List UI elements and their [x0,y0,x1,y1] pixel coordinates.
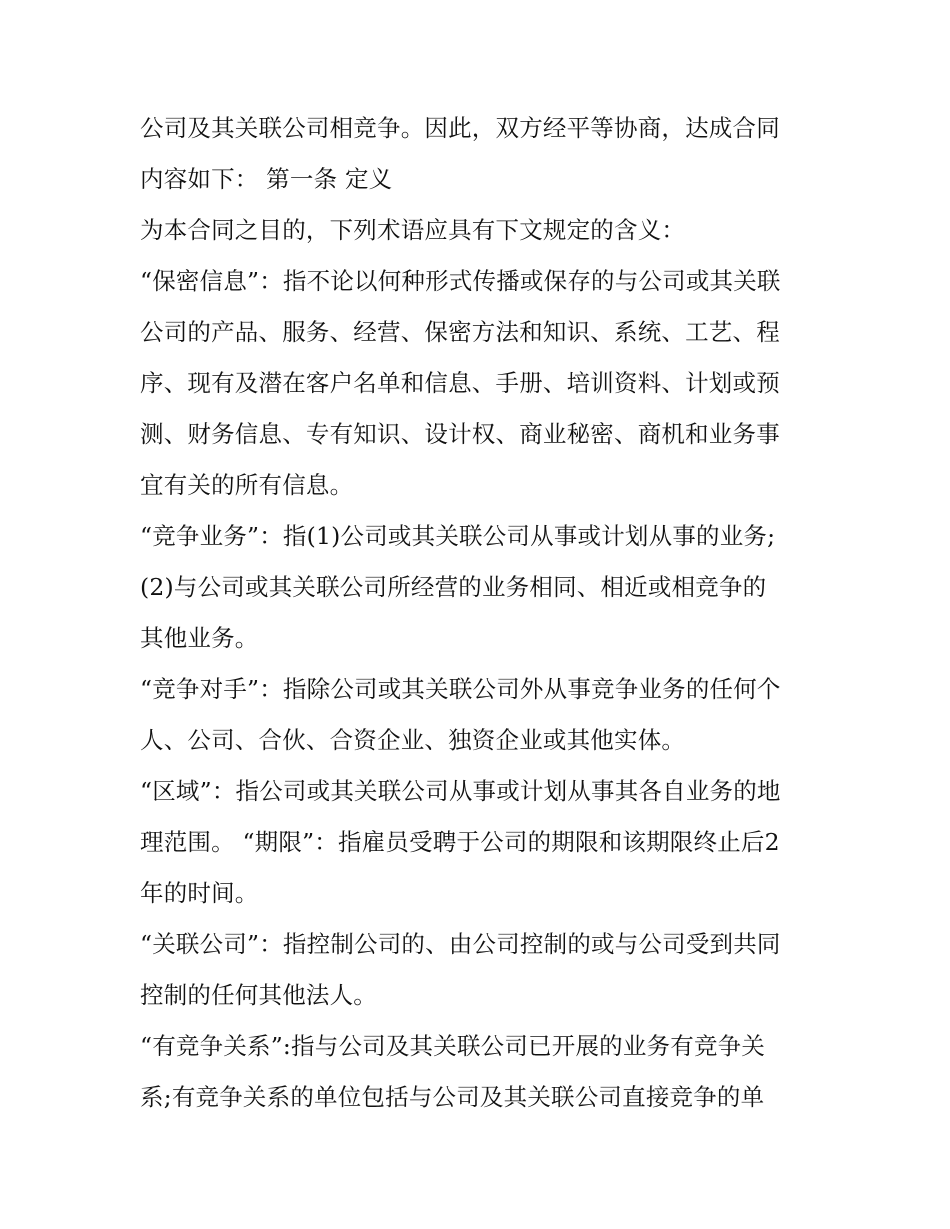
text-line: “区域”：指公司或其关联公司从事或计划从事其各自业务的地 [140,777,781,805]
text-line: “竞争业务”：指(1)公司或其关联公司从事或计划从事的业务; [140,522,776,550]
text-line: “关联公司”：指控制公司的、由公司控制的或与公司受到共同 [140,930,781,958]
text-line: 人、公司、合伙、合资企业、独资企业或其他实体。 [140,726,686,754]
text-line: 系;有竞争关系的单位包括与公司及其关联公司直接竞争的单 [140,1083,765,1111]
text-line: “有竞争关系”:指与公司及其关联公司已开展的业务有竞争关 [140,1032,766,1060]
text-line: 为本合同之目的，下列术语应具有下文规定的含义： [140,216,686,244]
text-line: 序、现有及潜在客户名单和信息、手册、培训资料、计划或预 [140,369,780,397]
text-line: 内容如下： 第一条 定义 [140,165,393,193]
text-line: 其他业务。 [140,624,259,652]
text-line: 测、财务信息、专有知识、设计权、商业秘密、商机和业务事 [140,420,780,448]
text-line: “竞争对手”：指除公司或其关联公司外从事竞争业务的任何个 [140,675,781,703]
text-line: 公司的产品、服务、经营、保密方法和知识、系统、工艺、程 [140,318,780,346]
text-line: 宜有关的所有信息。 [140,471,354,499]
text-line: 控制的任何其他法人。 [140,981,377,1009]
text-line: “保密信息”：指不论以何种形式传播或保存的与公司或其关联 [140,267,781,295]
text-line: (2)与公司或其关联公司所经营的业务相同、相近或相竞争的 [140,573,767,601]
text-line: 理范围。 “期限”：指雇员受聘于公司的期限和该期限终止后2 [140,828,780,856]
text-line: 年的时间。 [140,879,259,907]
text-line: 公司及其关联公司相竞争。因此，双方经平等协商，达成合同 [140,114,780,142]
